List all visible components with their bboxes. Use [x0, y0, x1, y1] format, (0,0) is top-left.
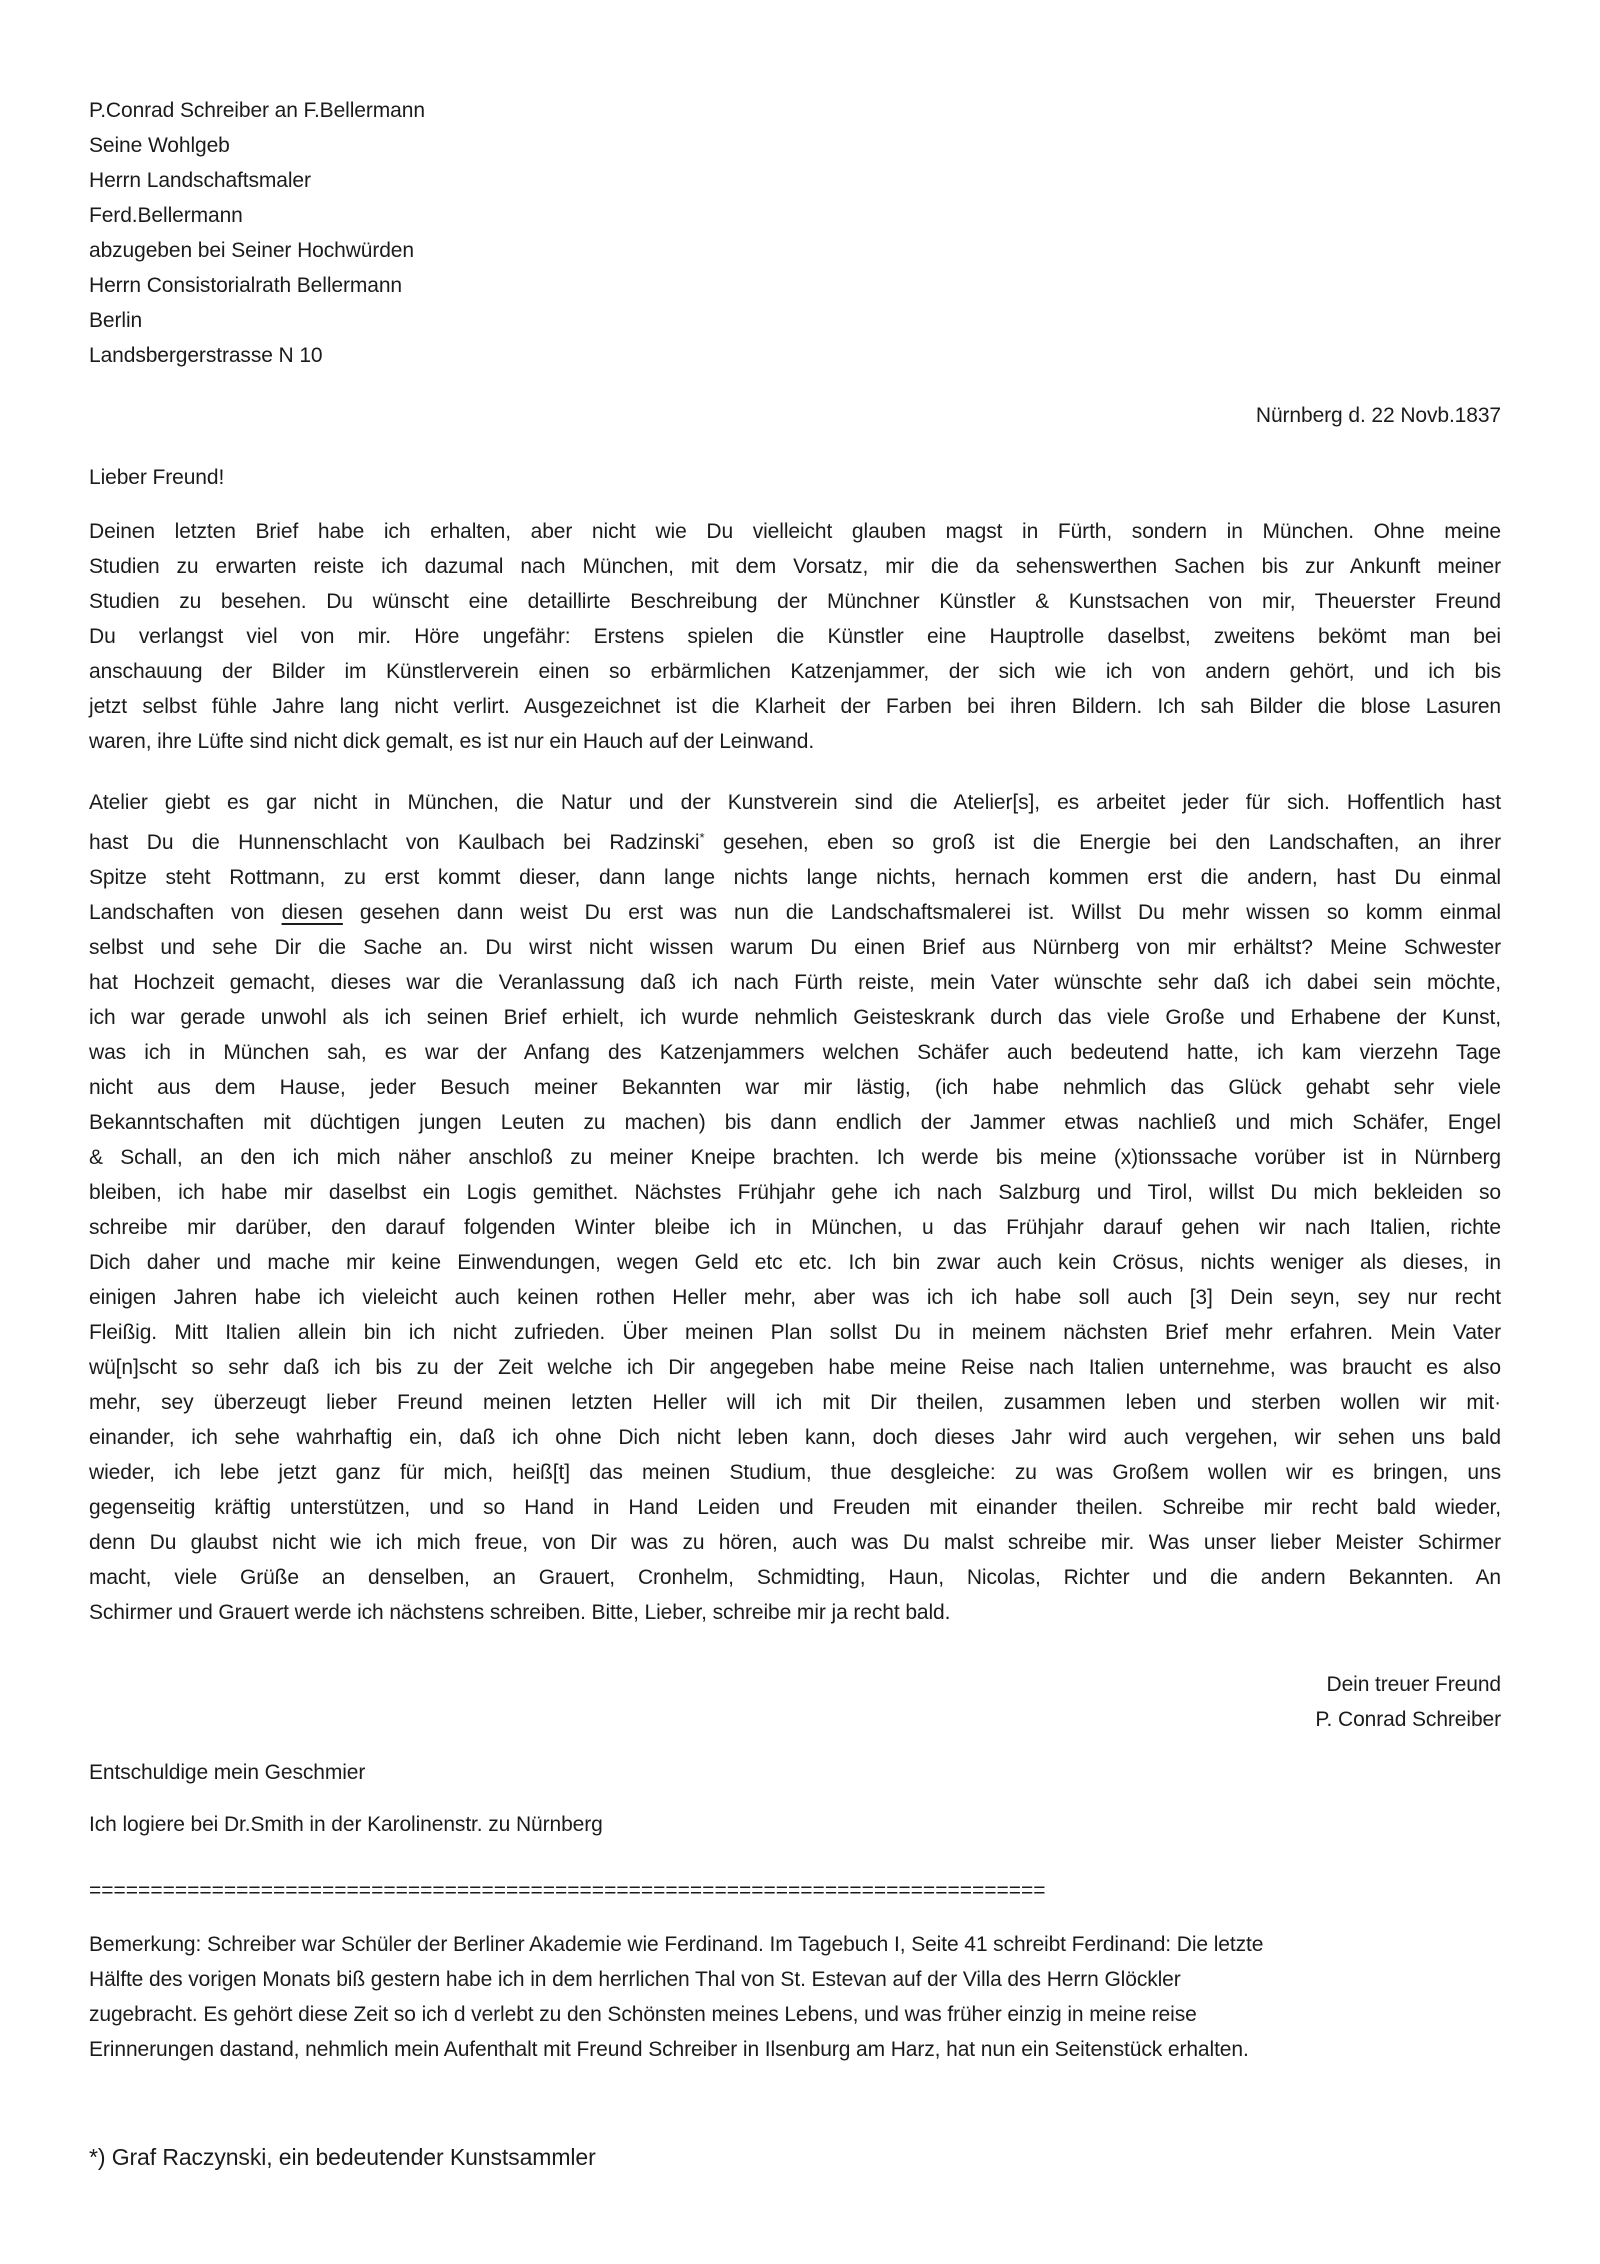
text-line: Fleißig. Mitt Italien allein bin ich nicht zufrieden. Über meinen Plan sollst Du in meinem nächsten Brief mehr erfahren. Mein Vater — [89, 1321, 1501, 1344]
text-segment: hast Du die Hunnenschlacht von Kaulbach bei Radzinski — [89, 831, 700, 854]
text-line: wü[n]scht so sehr daß ich bis zu der Zeit welche ich Dir angegeben habe meine Reise nach Italien unternehme, was braucht es also — [89, 1356, 1501, 1379]
address-line: Landsbergerstrasse N 10 — [89, 344, 323, 367]
text-line: macht, viele Grüße an denselben, an Grauert, Cronhelm, Schmidting, Haun, Nicolas, Richter und die andern Bekannten. An — [89, 1566, 1501, 1589]
text-line: einigen Jahren habe ich vieleicht auch keinen rothen Heller mehr, aber was ich ich habe soll auch [3] Dein seyn, sey nur recht — [89, 1286, 1501, 1309]
text-line: anschauung der Bilder im Künstlerverein einen so erbärmlichen Katzenjammer, der sich wie ich von andern gehört, und ich bis — [89, 660, 1501, 683]
text-line: einander, ich sehe wahrhaftig ein, daß ich ohne Dich nicht leben kann, doch dieses Jahr wird auch vergehen, wir sehen uns bald — [89, 1426, 1501, 1449]
remark-line: Hälfte des vorigen Monats biß gestern habe ich in dem herrlichen Thal von St. Estevan auf der Villa des Herrn Glöckler — [89, 1968, 1181, 1991]
address-line: Herrn Consistorialrath Bellermann — [89, 274, 402, 297]
address-line: Ferd.Bellermann — [89, 204, 243, 227]
signature-line: Dein treuer Freund — [1326, 1673, 1501, 1696]
text-line — [89, 820, 1501, 860]
text-line: mehr, sey überzeugt lieber Freund meinen letzten Heller will ich mit Dir theilen, zusammen leben und sterben wollen wir mit· — [89, 1391, 1501, 1414]
remark-line: Bemerkung: Schreiber war Schüler der Berliner Akademie wie Ferdinand. Im Tagebuch I, Seite 41 schreibt Ferdinand: Die letzte — [89, 1933, 1264, 1956]
text-line: Bekanntschaften mit düchtigen jungen Leuten zu machen) bis dann endlich der Jammer etwas nachließ und mich Schäfer, Engel — [89, 1111, 1501, 1134]
address-line: P.Conrad Schreiber an F.Bellermann — [89, 99, 425, 122]
address-line: Herrn Landschaftsmaler — [89, 169, 311, 192]
text-segment: gesehen dann weist Du erst was nun die Landschaftsmalerei ist. Willst Du mehr wissen so komm einmal — [342, 901, 1501, 924]
text-line: ich war gerade unwohl als ich seinen Brief erhielt, ich wurde nehmlich Geisteskrank durch das viele Große und Erhabene der Kunst, — [89, 1006, 1501, 1029]
text-line: was ich in München sah, es war der Anfang des Katzenjammers welchen Schäfer auch bedeutend hatte, ich kam vierzehn Tage — [89, 1041, 1501, 1064]
text-line: selbst und sehe Dir die Sache an. Du wirst nicht wissen warum Du einen Brief aus Nürnberg von mir erhältst? Meine Schwester — [89, 936, 1501, 959]
text-line: Studien zu besehen. Du wünscht eine detaillirte Beschreibung der Münchner Künstler & Kunstsachen von mir, Theuerster Freund — [89, 590, 1501, 613]
address-line: Seine Wohlgeb — [89, 134, 230, 157]
text-segment: gesehen, eben so groß ist die Energie bei den Landschaften, an ihrer — [704, 831, 1501, 854]
remark-line: zugebracht. Es gehört diese Zeit so ich d verlebt zu den Schönsten meines Lebens, und was früher einzig in meine reise — [89, 2003, 1197, 2026]
text-line: hat Hochzeit gemacht, dieses war die Veranlassung daß ich nach Fürth reiste, mein Vater wünschte sehr daß ich dabei sein möchte, — [89, 971, 1501, 994]
paragraph-2 — [89, 785, 1501, 1630]
text-line: nicht aus dem Hause, jeder Besuch meiner Bekannten war mir lästig, (ich habe nehmlich das Glück gehabt sehr viele — [89, 1076, 1501, 1099]
text-line — [89, 895, 1501, 930]
text-line: bleiben, ich habe mir daselbst ein Logis gemithet. Nächstes Frühjahr gehe ich nach Salzburg und Tirol, willst Du mich bekleiden so — [89, 1181, 1501, 1204]
underlined-word: diesen — [281, 901, 343, 924]
footnote-marker: * — [699, 830, 705, 845]
postscript-apology: Entschuldige mein Geschmier — [89, 1761, 366, 1784]
text-line: schreibe mir darüber, den darauf folgenden Winter bleibe ich in München, u das Frühjahr darauf gehen wir nach Italien, richte — [89, 1216, 1501, 1239]
text-line: Dich daher und mache mir keine Einwendungen, wegen Geld etc etc. Ich bin zwar auch kein Crösus, nichts weniger als dieses, in — [89, 1251, 1501, 1274]
remark-line: Erinnerungen dastand, nehmlich mein Aufenthalt mit Freund Schreiber in Ilsenburg am Harz, hat nun ein Seitenstück erhalten. — [89, 2038, 1249, 2061]
paragraph-1 — [89, 514, 1501, 759]
address-line: Berlin — [89, 309, 143, 332]
remark-paragraph — [89, 1927, 1501, 2067]
text-line: Du verlangst viel von mir. Höre ungefähr: Erstens spielen die Künstler eine Hauptrolle daselbst, zweitens bekömt man bei — [89, 625, 1501, 648]
text-line: gegenseitig kräftig unterstützen, und so Hand in Hand Leiden und Freuden mit einander theilen. Schreibe mir recht bald wieder, — [89, 1496, 1501, 1519]
text-line: Schirmer und Grauert werde ich nächstens schreiben. Bitte, Lieber, schreibe mir ja recht bald. — [89, 1601, 951, 1624]
address-block — [89, 93, 1501, 373]
postscript-lodging: Ich logiere bei Dr.Smith in der Karolinenstr. zu Nürnberg — [89, 1813, 603, 1836]
text-line: denn Du glaubst nicht wie ich mich freue, von Dir was zu hören, auch was Du malst schreibe mir. Was unser lieber Meister Schirmer — [89, 1531, 1501, 1554]
text-line: Studien zu erwarten reiste ich dazumal nach München, mit dem Vorsatz, mir die da sehenswerthen Sachen bis zur Ankunft meiner — [89, 555, 1501, 578]
footnote-line: *) Graf Raczynski, ein bedeutender Kunstsammler — [89, 2144, 596, 2170]
text-line: Deinen letzten Brief habe ich erhalten, aber nicht wie Du vielleicht glauben magst in Fürth, sondern in München. Ohne meine — [89, 520, 1501, 543]
text-line: wieder, ich lebe jetzt ganz für mich, heiß[t] das meinen Studium, thue desgleiche: zu was Großem wollen wir es bringen, uns — [89, 1461, 1501, 1484]
signature-block — [89, 1667, 1501, 1737]
text-line: Spitze steht Rottmann, zu erst kommt dieser, dann lange nichts lange nichts, hernach kommen erst die andern, hast Du einmal — [89, 866, 1501, 889]
text-line: & Schall, an den ich mich näher anschloß zu meiner Kneipe brachten. Ich werde bis meine (x)tionssache vorüber ist in Nürnberg — [89, 1146, 1501, 1169]
separator-line: ============================================================================== — [89, 1879, 1046, 1902]
text-line: waren, ihre Lüfte sind nicht dick gemalt, es ist nur ein Hauch auf der Leinwand. — [89, 730, 815, 753]
dateline: Nürnberg d. 22 Novb.1837 — [1255, 404, 1501, 427]
signature-line: P. Conrad Schreiber — [1315, 1708, 1501, 1731]
text-line: Atelier giebt es gar nicht in München, die Natur und der Kunstverein sind die Atelier[s], es arbeitet jeder für sich. Hoffentlich hast — [89, 791, 1501, 814]
address-line: abzugeben bei Seiner Hochwürden — [89, 239, 414, 262]
salutation: Lieber Freund! — [89, 466, 225, 489]
text-segment: Landschaften von — [89, 901, 282, 924]
text-line: jetzt selbst fühle Jahre lang nicht verlirt. Ausgezeichnet ist die Klarheit der Farben bei ihren Bildern. Ich sah Bilder die blose Lasuren — [89, 695, 1501, 718]
